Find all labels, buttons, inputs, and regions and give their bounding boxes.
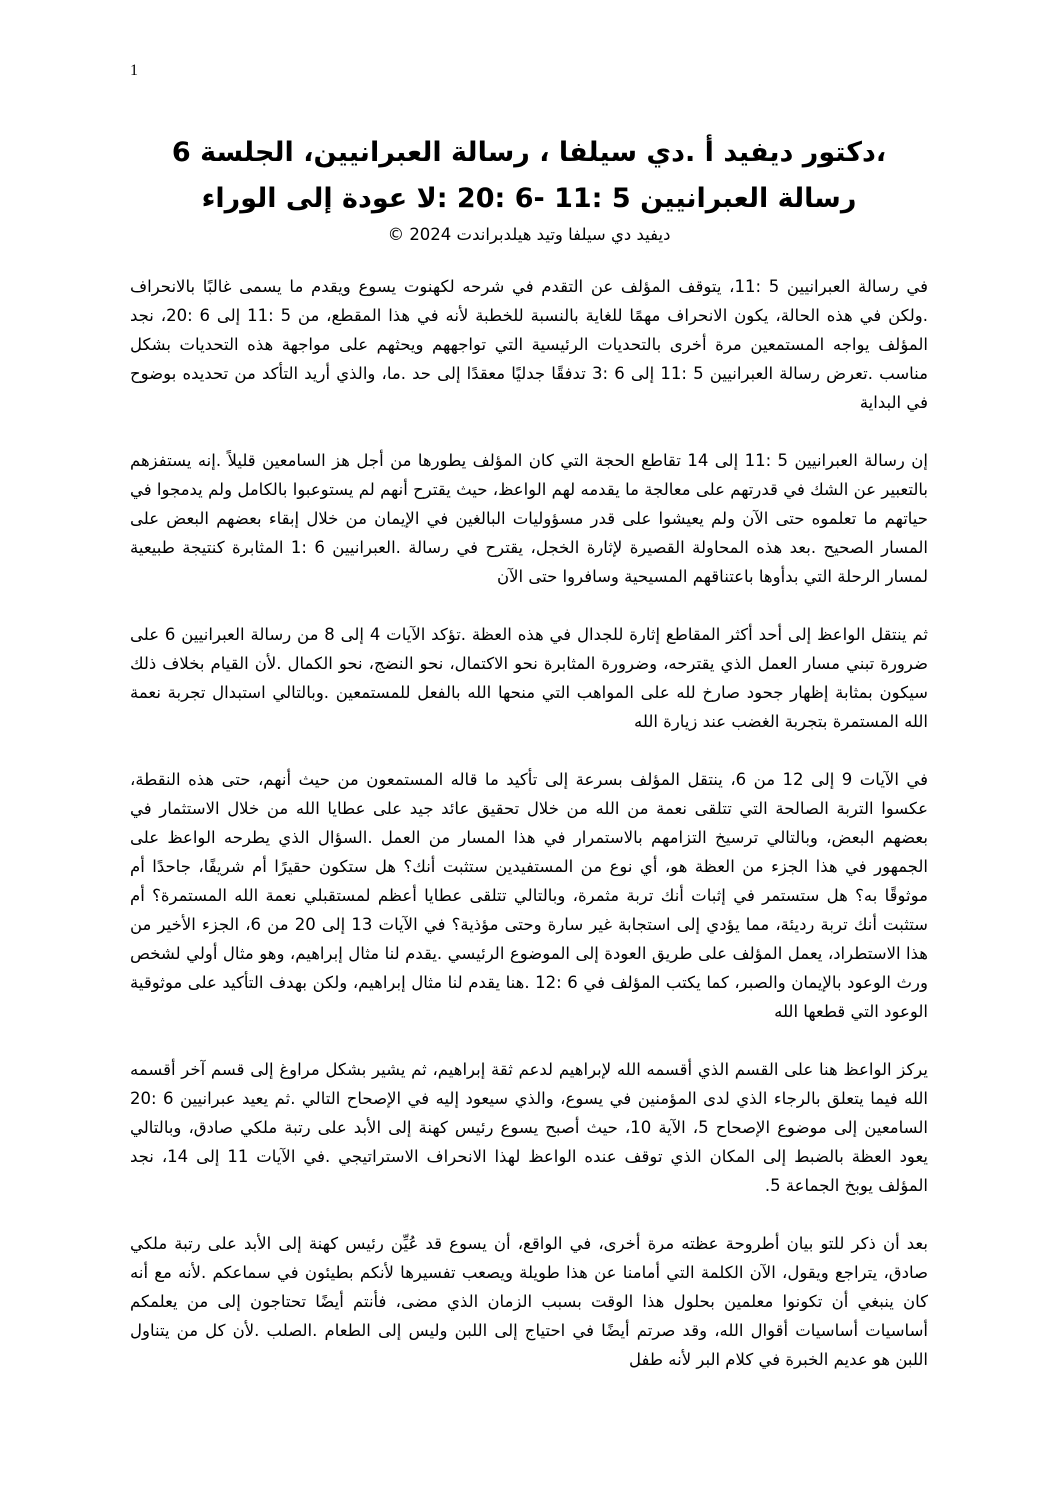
- paragraph-4: في الآيات 9 إلى 12 من 6، ينتقل المؤلف بسرعة إلى تأكيد ما قاله المستمعون من حيث أنهم، حتى هذه النقطة، عكسوا التربة الصالحة التي تتلقى نعمة من الله من خلال تحقيق عائد جيد على عطايا الله من خلال الاستثمار في بعضهم البعض، وبالتالي ترسيخ التزامهم بالاستمرار في هذا المسار من العمل .السؤال الذي يطرحه الواعظ على الجمهور في هذا الجزء من العظة هو، أي نوع من المستفيدين ستثبت أنك؟ هل ستكون حقيرًا أم شريفًا، جاحدًا أم موثوقًا به؟ هل ستستمر في إثبات أنك تربة مثمرة، وبالتالي تتلقى عطايا أعظم لمستقبلي نعمة الله المستمرة؟ أم ستثبت أنك تربة رديئة، مما يؤدي إلى استجابة غير سارة وحتى مؤذية؟ في الآيات 13 إلى 20 من 6، الجزء الأخير من هذا الاستطراد، يعمل المؤلف على طريق العودة إلى الموضوع الرئيسي .يقدم لنا مثال إبراهيم، وهو مثال أولي لشخص ورث الوعود بالإيمان والصبر، كما يكتب المؤلف في 6 :12 .هنا يقدم لنا مثال إبراهيم، ولكن بهدف التأكيد على موثوقية الوعود التي قطعها الله: [130, 770, 929, 1021]
- byline: ديفيد دي سيلفا وتيد هيلدبراندت 2024 ©: [387, 225, 671, 244]
- paragraph-1: في رسالة العبرانيين 5 :11، يتوقف المؤلف عن التقدم في شرحه لكهنوت يسوع ويقدم ما يسمى غالبًا بالانحراف .ولكن في هذه الحالة، يكون الانحراف مهمًا للغاية بالنسبة للخطبة لأنه في هذا المقطع، من 5 :11 إلى 6 :20، نجد المؤلف يواجه المستمعين مرة أخرى بالتحديات الرئيسية التي تواجههم ويحثهم على مواجهة هذه التحديات بشكل مناسب .تعرض رسالة العبرانيين 5 :11 إلى 6 :3 تدفقًا جدليًا معقدًا إلى حد .ما، والذي أريد التأكد من تحديده بوضوح في البداية: [130, 277, 928, 412]
- document-title-line-2: رسالة العبرانيين 5 :11 -6 :20 :لا عودة إلى الوراء: [201, 183, 857, 214]
- page-number: 1: [130, 62, 138, 79]
- paragraph-6: بعد أن ذكر للتو بيان أطروحة عظته مرة أخرى، في الواقع، أن يسوع قد عُيِّن رئيس كهنة إلى الأبد على رتبة ملكي صادق، يتراجع ويقول، الآن الكلمة التي أمامنا عن هذا طويلة ويصعب تفسيرها لأنكم بطيئون في سماعكم .لأنه مع أنه كان ينبغي أن تكونوا معلمين بحلول هذا الوقت بسبب الزمان الذي مضى، فأنتم أيضًا تحتاجون إلى من يعلمكم أساسيات أساسيات أقوال الله، وقد صرتم أيضًا في احتياج إلى اللبن وليس إلى الطعام .الصلب .لأن كل من يتناول اللبن هو عديم الخبرة في كلام البر لأنه طفل: [130, 1234, 928, 1369]
- document-title-line-1: ،دكتور ديفيد أ .دي سيلفا ، رسالة العبرانيين، الجلسة 6: [171, 137, 887, 168]
- paragraph-3: ثم ينتقل الواعظ إلى أحد أكثر المقاطع إثارة للجدال في هذه العظة .تؤكد الآيات 4 إلى 8 من رسالة العبرانيين 6 على ضرورة تبني مسار العمل الذي يقترحه، وضرورة المثابرة نحو الاكتمال، نحو النضج، نحو الكمال .لأن القيام بخلاف ذلك سيكون بمثابة إظهار جحود صارخ لله على المواهب التي منحها الله بالفعل للمستمعين .وبالتالي استبدال تجربة نعمة الله المستمرة بتجربة الغضب عند زيارة الله: [130, 625, 928, 731]
- document-body: [130, 272, 928, 1403]
- paragraph-2: إن رسالة العبرانيين 5 :11 إلى 14 تقاطع الحجة التي كان المؤلف يطورها من أجل هز السامعين قليلاً .إنه يستفزهم بالتعبير عن الشك في قدرتهم على معالجة ما يقدمه لهم الواعظ، حيث يقترح أنهم لم يستوعبوا بالكامل ولم يدمجوا في حياتهم ما تعلموه حتى الآن ولم يعيشوا على قدر مسؤوليات البالغين في الإيمان من خلال إبقاء بعضهم البعض على المسار الصحيح .بعد هذه المحاولة القصيرة لإثارة الخجل، يقترح في رسالة .العبرانيين 6 :1 المثابرة كنتيجة طبيعية لمسار الرحلة التي بدأوها باعتناقهم المسيحية وسافروا حتى الآن: [130, 451, 929, 586]
- title-block: [130, 130, 928, 248]
- paragraph-5: يركز الواعظ هنا على القسم الذي أقسمه الله لإبراهيم لدعم ثقة إبراهيم، ثم يشير بشكل مراوغ إلى قسم آخر أقسمه الله فيما يتعلق بالرجاء الذي لدى المؤمنين في يسوع، والذي سيعود إليه في الإصحاح التالي .ثم يعيد عبرانيين 6 :20 السامعين إلى موضوع الإصحاح 5، الآية 10، حيث أصبح يسوع رئيس كهنة إلى الأبد على رتبة ملكي صادق، وبالتالي يعود العظة بالضبط إلى المكان الذي توقف عنده الواعظ لهذا الانحراف الاستراتيجي .في الآيات 11 إلى 14، نجد المؤلف يوبخ الجماعة 5.: [130, 1060, 929, 1195]
